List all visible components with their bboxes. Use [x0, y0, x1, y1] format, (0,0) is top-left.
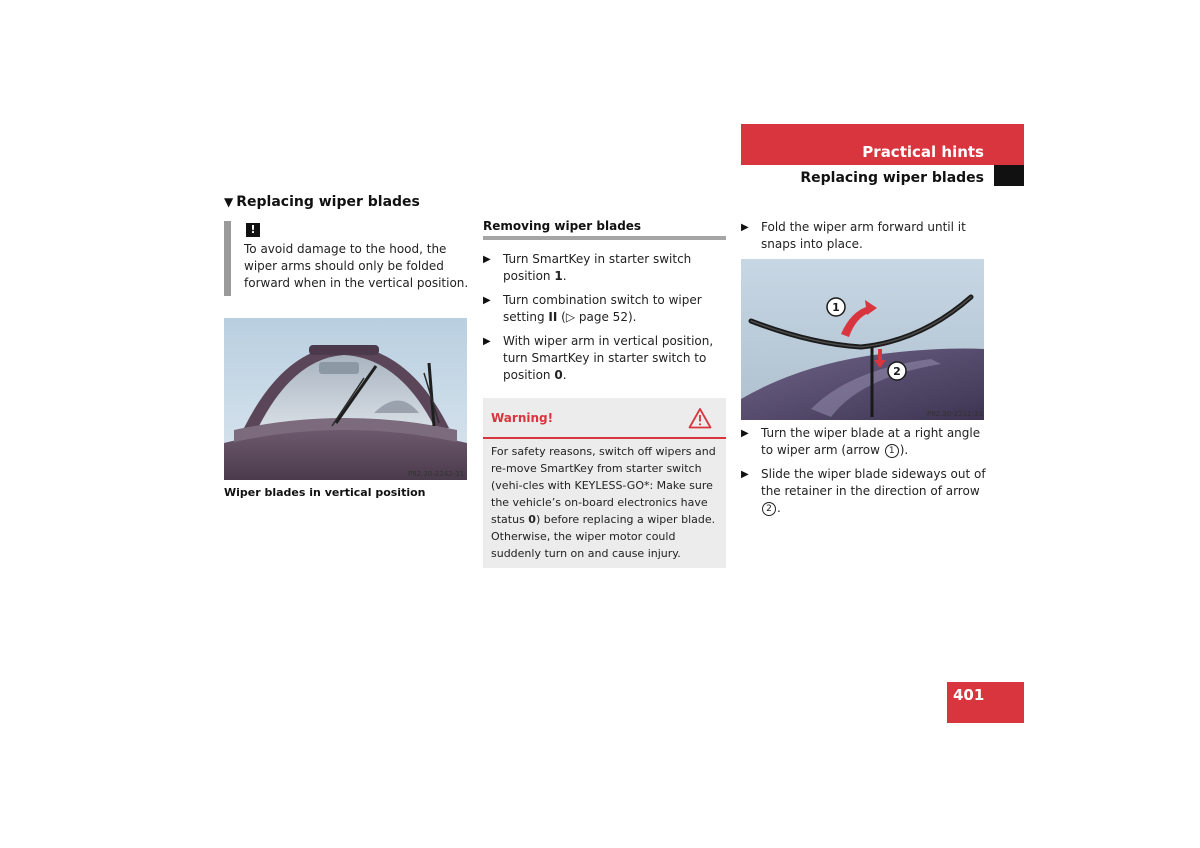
- step-text: Slide the wiper blade sideways out of the retainer in the direction of arrow: [761, 467, 986, 498]
- warning-title: Warning!: [491, 411, 554, 425]
- step-text-end: .: [777, 501, 781, 515]
- list-item: [483, 251, 728, 285]
- triangle-down-icon: ▼: [224, 195, 234, 209]
- note-text: To avoid damage to the hood, the wiper arms should only be folded forward when in the vertical position.: [244, 242, 469, 290]
- list-item: [741, 466, 986, 517]
- circled-number: 1: [885, 444, 899, 458]
- triangle-bullet-icon: ▶: [483, 336, 491, 347]
- warning-text-b: ) before replacing a wiper blade. Otherwise, the wiper motor could suddenly turn on and cause injury.: [491, 513, 716, 560]
- step-text: Turn SmartKey in starter switch position: [503, 252, 692, 283]
- note-box: [224, 221, 467, 296]
- exclamation-icon: !: [246, 223, 260, 237]
- step-text-end: .: [562, 269, 567, 283]
- warning-box: [483, 398, 726, 568]
- warning-rule: [483, 437, 726, 439]
- triangle-bullet-icon: ▶: [483, 295, 491, 306]
- step-list: [483, 251, 728, 391]
- list-item: [741, 425, 986, 459]
- step-text-end: .: [562, 368, 567, 382]
- step-list-right-bottom: [741, 425, 986, 524]
- triangle-bullet-icon: ▶: [741, 222, 749, 233]
- warning-text-bold: 0: [528, 513, 536, 526]
- list-item: [483, 333, 728, 384]
- windshield-photo: [224, 318, 467, 480]
- step-bold: II: [548, 310, 558, 324]
- note-side-bar: [224, 221, 231, 296]
- page-number: 401: [953, 686, 985, 704]
- section-title-text: Replacing wiper blades: [236, 194, 420, 210]
- triangle-bullet-icon: ▶: [483, 254, 491, 265]
- section-header-title: Replacing wiper blades: [800, 170, 984, 186]
- image-code-2: P82.30-2211-31: [927, 410, 984, 418]
- warning-text: [491, 443, 723, 562]
- circled-number: 2: [762, 502, 776, 516]
- step-text-end: (▷ page 52).: [557, 310, 637, 324]
- triangle-bullet-icon: ▶: [741, 428, 749, 439]
- section-title: [224, 194, 420, 210]
- step-text-end: ).: [899, 443, 909, 457]
- triangle-bullet-icon: ▶: [741, 469, 749, 480]
- wiper-arm-diagram: [741, 259, 984, 420]
- step-text: Turn the wiper blade at a right angle to wiper arm (arrow: [761, 426, 981, 457]
- step-list-right-top: [741, 219, 986, 260]
- step-text: Turn combination switch to wiper setting: [503, 293, 702, 324]
- warning-triangle-icon: [688, 407, 712, 429]
- step-bold: 1: [554, 269, 563, 283]
- step-text: With wiper arm in vertical position, turn SmartKey in starter switch to position: [503, 334, 714, 382]
- callout-1-label: 1: [832, 301, 840, 314]
- warning-text-a: For safety reasons, switch off wipers and re-move SmartKey from starter switch (vehi-cles with KEYLESS-GO*: Make sure the vehicle’s on-board electronics have status: [491, 445, 716, 526]
- callout-2-label: 2: [893, 365, 901, 378]
- header-black-block: [994, 165, 1024, 186]
- list-item: [741, 219, 986, 253]
- subheading: Removing wiper blades: [483, 219, 642, 233]
- list-item: [483, 292, 728, 326]
- chapter-title: Practical hints: [862, 143, 984, 161]
- step-text: Fold the wiper arm forward until it snaps into place.: [761, 220, 966, 251]
- image-code-1: P82.30-2242-31: [408, 470, 465, 478]
- subheading-rule: [483, 236, 726, 240]
- image-caption: Wiper blades in vertical position: [224, 486, 426, 499]
- step-bold: 0: [554, 368, 563, 382]
